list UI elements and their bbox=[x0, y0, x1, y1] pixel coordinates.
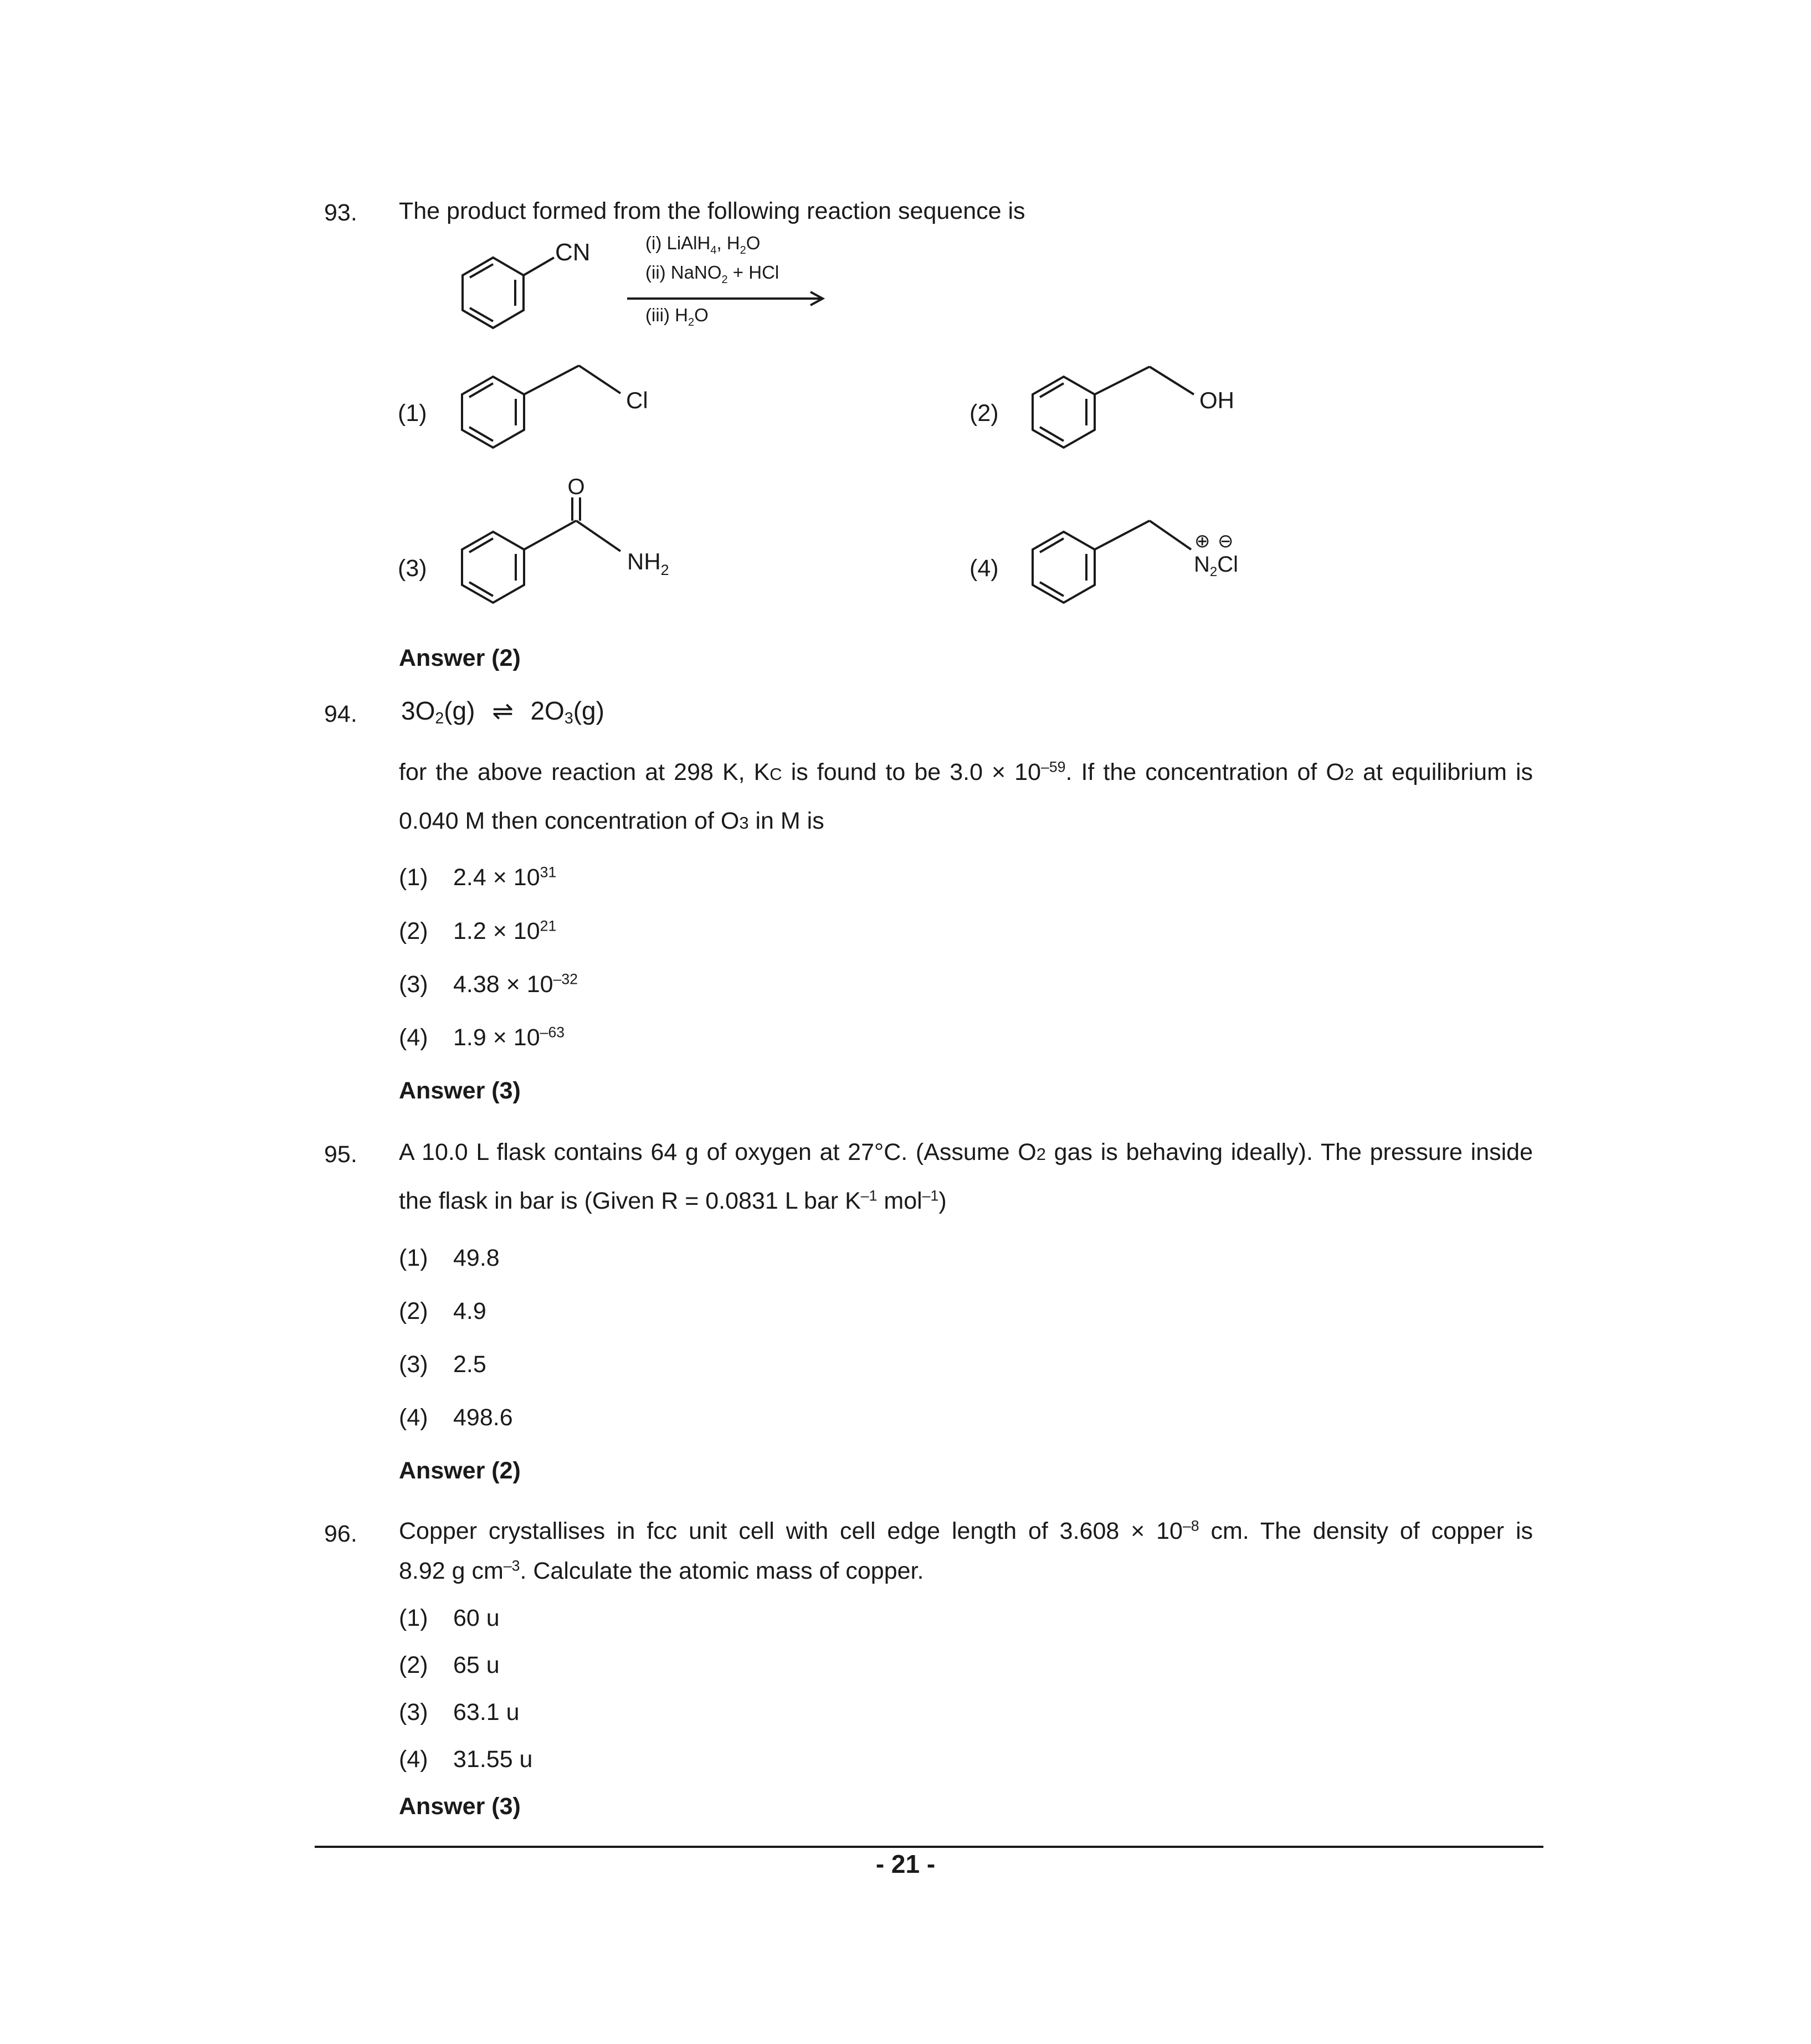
q93-conditions bbox=[645, 233, 779, 328]
q94-answer: Answer (3) bbox=[399, 1077, 521, 1104]
q93-option-1-label: (1) bbox=[398, 400, 427, 427]
q93-option-1-structure bbox=[443, 360, 676, 471]
q95-text-line-2: the flask in bar is (Given R = 0.0831 L bar $K^{-1}$ mol$^{-1}$) bbox=[399, 1187, 947, 1214]
q94-number: 94. bbox=[324, 701, 357, 727]
q93-reaction-scheme bbox=[432, 233, 853, 366]
q96-option-3: (3) 63.1 u bbox=[399, 1699, 520, 1725]
q93-option-3-structure bbox=[443, 476, 698, 626]
svg-text:NH2: $NH_2$ bbox=[627, 548, 669, 578]
svg-text:(ii) NaNO2 + HCl: (ii) NaNO$_2$ + HCl bbox=[645, 262, 779, 286]
q93-reactant-benzene-ring bbox=[463, 258, 554, 328]
q93-option-3-label: (3) bbox=[398, 555, 427, 582]
q96-number: 96. bbox=[324, 1521, 357, 1547]
svg-text:OH: OH bbox=[1199, 387, 1234, 413]
q93-option-2-structure bbox=[1014, 360, 1258, 471]
q96-option-2: (2) 65 u bbox=[399, 1652, 500, 1678]
q96-text-line-2: 8.92 g $cm^{-3}$. Calculate the atomic mass of copper. bbox=[399, 1557, 924, 1584]
q93-reactant-group: CN bbox=[555, 239, 591, 266]
q93-option-4-label: (4) bbox=[969, 555, 999, 582]
q95-text-line-1: A 10.0 L flask contains 64 g of oxygen at 27°C. (Assume O2 gas is behaving ideally). The pressure inside bbox=[399, 1139, 1533, 1165]
q95-number: 95. bbox=[324, 1141, 357, 1168]
q95-answer: Answer (2) bbox=[399, 1457, 521, 1484]
svg-text:N2Cl: $N_2Cl$ bbox=[1194, 552, 1239, 579]
q96-option-1: (1) 60 u bbox=[399, 1605, 500, 1631]
q94-text-line-2: 0.040 M then concentration of O3 in M is bbox=[399, 808, 824, 834]
q96-answer: Answer (3) bbox=[399, 1793, 521, 1820]
svg-text:O: O bbox=[567, 476, 585, 499]
q93-number: 93. bbox=[324, 199, 357, 226]
q93-option-2-label: (2) bbox=[969, 400, 999, 427]
q94-equation: $3O_2(g)$ ⇌ $2O_3(g)$ bbox=[401, 696, 604, 728]
q94-option-2: (2) $1.2 \times 10^{21}$ bbox=[399, 917, 557, 944]
q96-option-4: (4) 31.55 u bbox=[399, 1746, 533, 1773]
q95-option-2: (2) 4.9 bbox=[399, 1298, 486, 1324]
q94-option-3: (3) $4.38 \times 10^{-32}$ bbox=[399, 970, 578, 998]
q93-answer: Answer (2) bbox=[399, 645, 521, 671]
q95-option-3: (3) 2.5 bbox=[399, 1351, 486, 1378]
svg-text:(iii) H2O: (iii) $H_2O$ bbox=[645, 305, 709, 328]
svg-text:⊖: ⊖ bbox=[1218, 531, 1234, 552]
svg-text:Cl: Cl bbox=[626, 387, 648, 413]
page-number: - 21 - bbox=[875, 1850, 936, 1878]
q94-option-4: (4) $1.9 \times 10^{-63}$ bbox=[399, 1024, 565, 1051]
q95-option-1: (1) 49.8 bbox=[399, 1245, 500, 1271]
q94-text-line-1: for the above reaction at 298 K, KC is found to be $3.0 \times 10^{-59}$. If the concentration of O2 at equilibrium is bbox=[399, 758, 1533, 785]
q94-option-1: (1) $2.4 \times 10^{31}$ bbox=[399, 864, 557, 891]
q93-question-text: The product formed from the following reaction sequence is bbox=[399, 198, 1025, 224]
equilibrium-arrow-icon: ⇌ bbox=[492, 696, 514, 725]
q93-option-4-structure bbox=[1014, 510, 1269, 626]
svg-text:(i) LiAlH4, H2O: (i) LiAlH$_4$, $H_2O$ bbox=[645, 233, 761, 256]
svg-text:⊕: ⊕ bbox=[1194, 531, 1210, 552]
footer-divider bbox=[315, 1846, 1543, 1848]
q95-option-4: (4) 498.6 bbox=[399, 1404, 513, 1431]
q96-text-line-1: Copper crystallises in fcc unit cell with cell edge length of $3.608 \times 10^{-8}$ cm. The density of copper is bbox=[399, 1517, 1533, 1544]
q93-reaction-arrow bbox=[627, 292, 823, 305]
